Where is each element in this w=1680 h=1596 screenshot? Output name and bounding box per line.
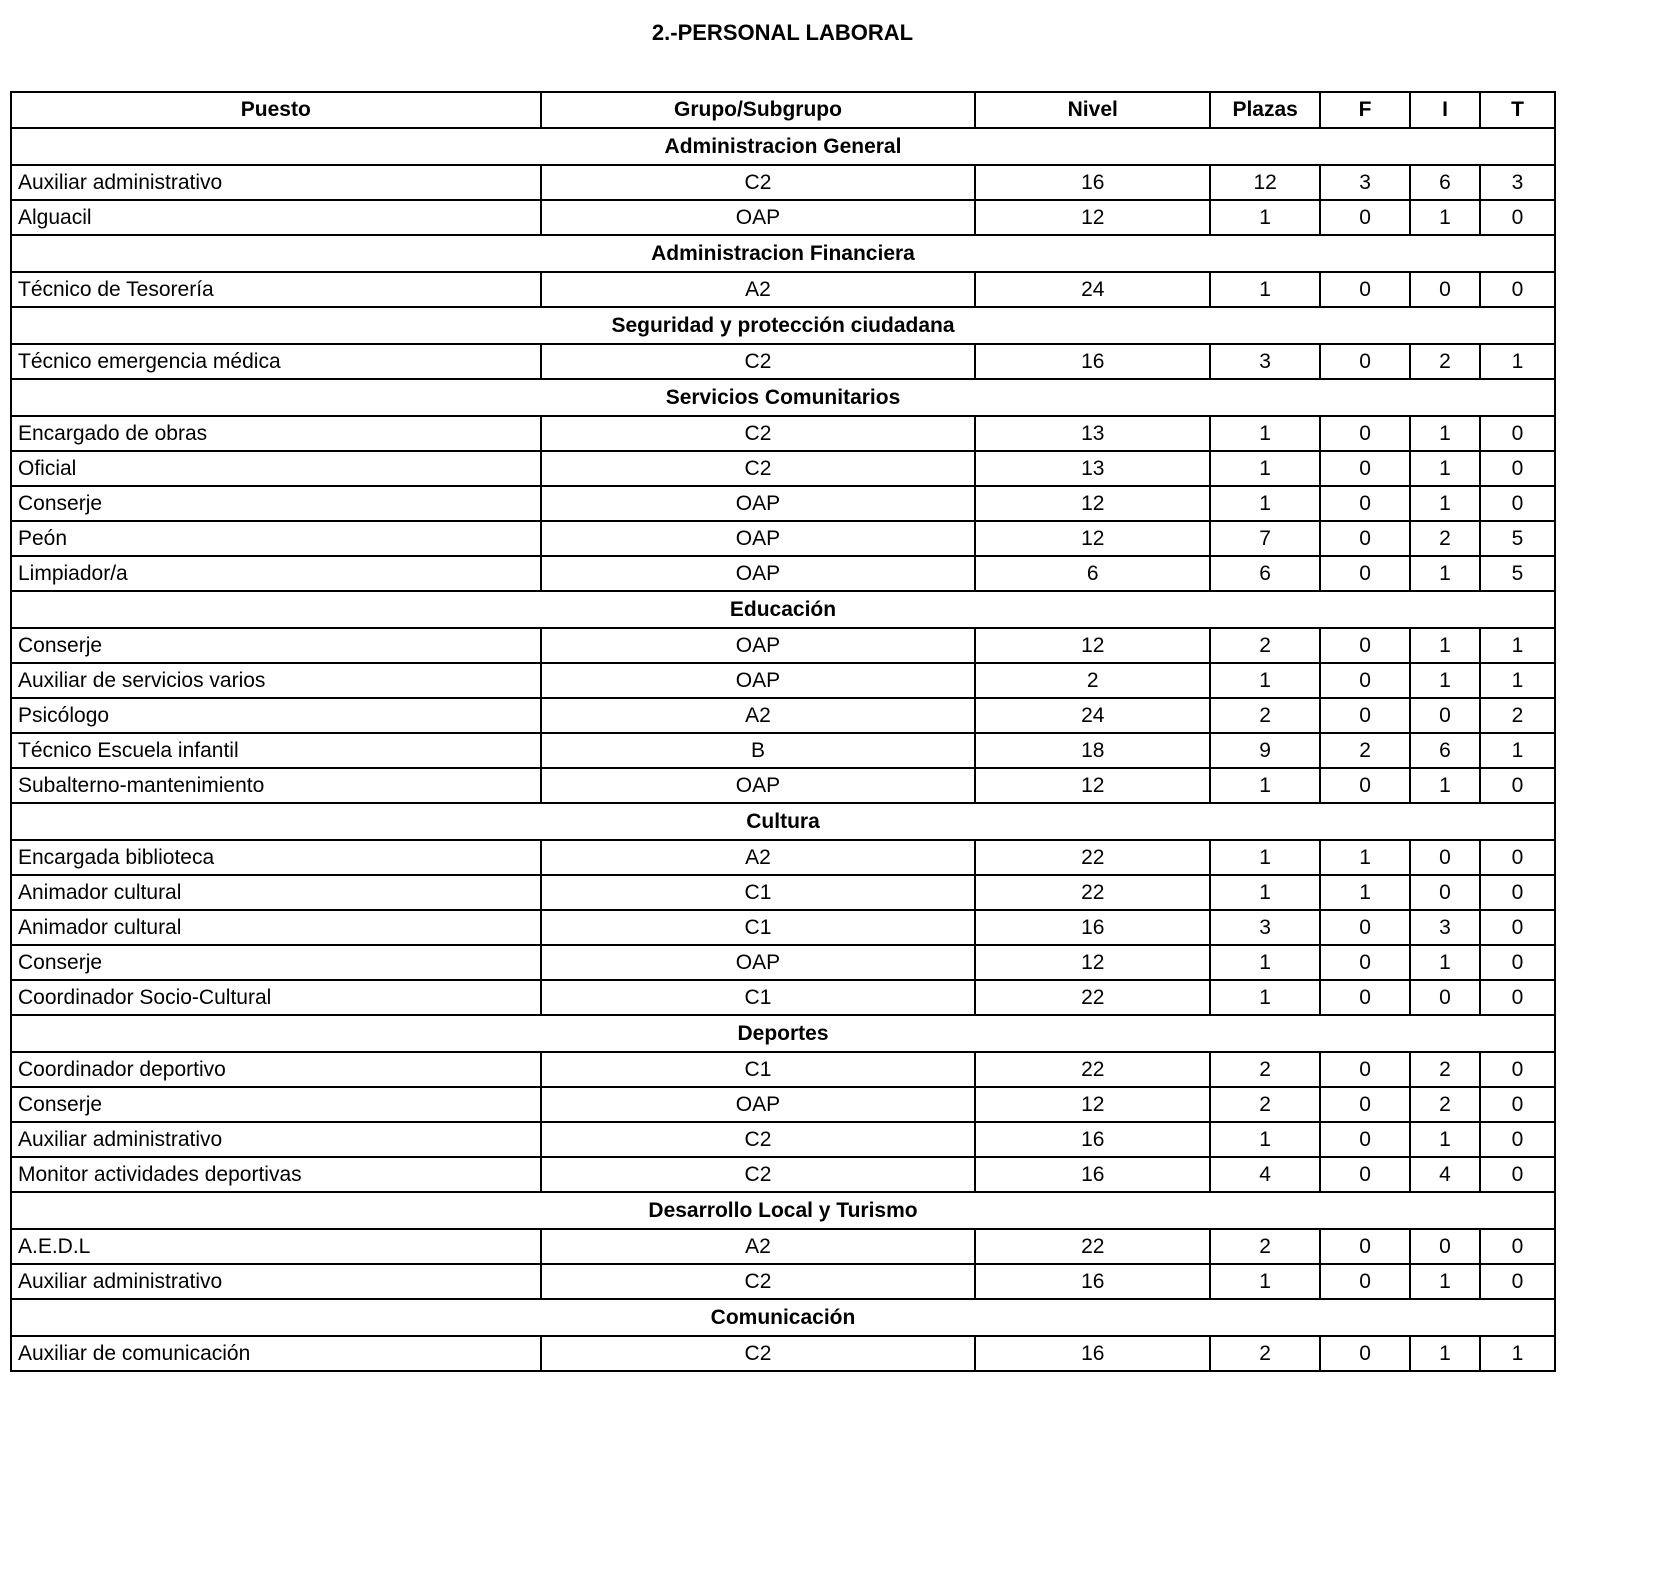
- section-title: Desarrollo Local y Turismo: [11, 1192, 1555, 1229]
- table-row: [11, 521, 1555, 556]
- table-header-row: [11, 92, 1555, 128]
- cell-puesto: Coordinador Socio-Cultural: [11, 980, 541, 1015]
- page-title: 2.-PERSONAL LABORAL: [651, 20, 914, 45]
- column-header-f: F: [1320, 92, 1410, 128]
- cell-grupo: OAP: [541, 556, 976, 591]
- cell-t: 3: [1480, 165, 1555, 200]
- cell-f: 0: [1320, 200, 1410, 235]
- cell-f: 0: [1320, 698, 1410, 733]
- cell-nivel: 16: [975, 1122, 1210, 1157]
- cell-t: 1: [1480, 663, 1555, 698]
- cell-i: 2: [1410, 521, 1480, 556]
- cell-grupo: OAP: [541, 200, 976, 235]
- cell-i: 6: [1410, 733, 1480, 768]
- cell-grupo: OAP: [541, 768, 976, 803]
- cell-t: 0: [1480, 1157, 1555, 1192]
- cell-nivel: 12: [975, 768, 1210, 803]
- cell-plazas: 1: [1210, 768, 1320, 803]
- section-row: [11, 1192, 1555, 1229]
- cell-grupo: C1: [541, 910, 976, 945]
- section-row: [11, 235, 1555, 272]
- cell-f: 0: [1320, 1052, 1410, 1087]
- cell-f: 0: [1320, 980, 1410, 1015]
- cell-i: 0: [1410, 980, 1480, 1015]
- cell-plazas: 2: [1210, 1229, 1320, 1264]
- table-row: [11, 165, 1555, 200]
- cell-plazas: 2: [1210, 628, 1320, 663]
- cell-plazas: 3: [1210, 910, 1320, 945]
- cell-t: 0: [1480, 1229, 1555, 1264]
- cell-puesto: Psicólogo: [11, 698, 541, 733]
- cell-i: 2: [1410, 1052, 1480, 1087]
- cell-i: 1: [1410, 1264, 1480, 1299]
- cell-grupo: OAP: [541, 1087, 976, 1122]
- cell-plazas: 1: [1210, 272, 1320, 307]
- cell-f: 0: [1320, 768, 1410, 803]
- cell-grupo: C2: [541, 344, 976, 379]
- cell-plazas: 1: [1210, 663, 1320, 698]
- cell-plazas: 2: [1210, 1087, 1320, 1122]
- cell-puesto: Encargado de obras: [11, 416, 541, 451]
- cell-plazas: 1: [1210, 875, 1320, 910]
- cell-f: 0: [1320, 1336, 1410, 1371]
- column-header-i: I: [1410, 92, 1480, 128]
- cell-i: 1: [1410, 556, 1480, 591]
- cell-t: 0: [1480, 1052, 1555, 1087]
- cell-plazas: 1: [1210, 945, 1320, 980]
- cell-t: 0: [1480, 272, 1555, 307]
- cell-f: 0: [1320, 1229, 1410, 1264]
- section-row: [11, 591, 1555, 628]
- cell-grupo: C2: [541, 165, 976, 200]
- column-header-grupo: Grupo/Subgrupo: [541, 92, 976, 128]
- cell-grupo: A2: [541, 840, 976, 875]
- cell-i: 0: [1410, 698, 1480, 733]
- table-row: [11, 1157, 1555, 1192]
- cell-plazas: 9: [1210, 733, 1320, 768]
- table-row: [11, 945, 1555, 980]
- table-row: [11, 980, 1555, 1015]
- cell-t: 0: [1480, 1264, 1555, 1299]
- cell-t: 1: [1480, 628, 1555, 663]
- table-row: [11, 1229, 1555, 1264]
- cell-f: 0: [1320, 1157, 1410, 1192]
- cell-i: 2: [1410, 344, 1480, 379]
- cell-nivel: 22: [975, 840, 1210, 875]
- cell-puesto: Auxiliar administrativo: [11, 1264, 541, 1299]
- cell-grupo: A2: [541, 272, 976, 307]
- section-row: [11, 379, 1555, 416]
- cell-puesto: Técnico emergencia médica: [11, 344, 541, 379]
- cell-grupo: OAP: [541, 521, 976, 556]
- cell-nivel: 12: [975, 200, 1210, 235]
- column-header-plazas: Plazas: [1210, 92, 1320, 128]
- cell-nivel: 2: [975, 663, 1210, 698]
- table-row: [11, 875, 1555, 910]
- cell-grupo: C2: [541, 1122, 976, 1157]
- cell-t: 1: [1480, 344, 1555, 379]
- cell-nivel: 24: [975, 698, 1210, 733]
- section-title: Administracion Financiera: [11, 235, 1555, 272]
- column-header-nivel: Nivel: [975, 92, 1210, 128]
- cell-t: 0: [1480, 486, 1555, 521]
- cell-puesto: Conserje: [11, 628, 541, 663]
- section-row: [11, 803, 1555, 840]
- cell-puesto: Subalterno-mantenimiento: [11, 768, 541, 803]
- section-title: Deportes: [11, 1015, 1555, 1052]
- cell-plazas: 1: [1210, 486, 1320, 521]
- cell-grupo: C2: [541, 451, 976, 486]
- cell-puesto: Auxiliar de comunicación: [11, 1336, 541, 1371]
- cell-grupo: C1: [541, 875, 976, 910]
- cell-i: 0: [1410, 875, 1480, 910]
- cell-i: 1: [1410, 486, 1480, 521]
- column-header-t: T: [1480, 92, 1555, 128]
- cell-i: 1: [1410, 1122, 1480, 1157]
- cell-puesto: Peón: [11, 521, 541, 556]
- table-row: [11, 698, 1555, 733]
- table-row: [11, 1052, 1555, 1087]
- table-row: [11, 451, 1555, 486]
- table-row: [11, 840, 1555, 875]
- cell-nivel: 22: [975, 875, 1210, 910]
- cell-t: 0: [1480, 451, 1555, 486]
- cell-plazas: 1: [1210, 200, 1320, 235]
- cell-grupo: A2: [541, 698, 976, 733]
- cell-puesto: Animador cultural: [11, 875, 541, 910]
- cell-nivel: 13: [975, 416, 1210, 451]
- cell-puesto: Técnico de Tesorería: [11, 272, 541, 307]
- cell-puesto: Animador cultural: [11, 910, 541, 945]
- cell-f: 3: [1320, 165, 1410, 200]
- cell-i: 3: [1410, 910, 1480, 945]
- cell-puesto: Encargada biblioteca: [11, 840, 541, 875]
- cell-puesto: Conserje: [11, 486, 541, 521]
- cell-t: 0: [1480, 980, 1555, 1015]
- cell-plazas: 1: [1210, 840, 1320, 875]
- cell-t: 2: [1480, 698, 1555, 733]
- cell-nivel: 16: [975, 1264, 1210, 1299]
- cell-plazas: 1: [1210, 451, 1320, 486]
- table-row: [11, 272, 1555, 307]
- table-row: [11, 344, 1555, 379]
- table-row: [11, 1122, 1555, 1157]
- column-header-puesto: Puesto: [11, 92, 541, 128]
- cell-puesto: Auxiliar de servicios varios: [11, 663, 541, 698]
- table-row: [11, 663, 1555, 698]
- section-title: Servicios Comunitarios: [11, 379, 1555, 416]
- cell-i: 2: [1410, 1087, 1480, 1122]
- cell-f: 0: [1320, 663, 1410, 698]
- section-title: Comunicación: [11, 1299, 1555, 1336]
- cell-f: 1: [1320, 840, 1410, 875]
- cell-nivel: 12: [975, 486, 1210, 521]
- cell-i: 1: [1410, 663, 1480, 698]
- cell-grupo: C1: [541, 980, 976, 1015]
- personal-laboral-table: [10, 91, 1556, 1372]
- cell-puesto: Limpiador/a: [11, 556, 541, 591]
- cell-grupo: B: [541, 733, 976, 768]
- section-title: Administracion General: [11, 128, 1555, 165]
- cell-plazas: 1: [1210, 980, 1320, 1015]
- cell-t: 1: [1480, 733, 1555, 768]
- cell-t: 0: [1480, 1087, 1555, 1122]
- cell-grupo: OAP: [541, 486, 976, 521]
- table-row: [11, 556, 1555, 591]
- cell-t: 0: [1480, 768, 1555, 803]
- cell-nivel: 22: [975, 1229, 1210, 1264]
- cell-i: 1: [1410, 416, 1480, 451]
- cell-grupo: C2: [541, 1264, 976, 1299]
- cell-i: 0: [1410, 272, 1480, 307]
- cell-i: 1: [1410, 768, 1480, 803]
- cell-puesto: Auxiliar administrativo: [11, 165, 541, 200]
- cell-f: 0: [1320, 1087, 1410, 1122]
- cell-nivel: 22: [975, 980, 1210, 1015]
- cell-puesto: Alguacil: [11, 200, 541, 235]
- cell-plazas: 1: [1210, 1264, 1320, 1299]
- cell-grupo: C2: [541, 416, 976, 451]
- cell-plazas: 6: [1210, 556, 1320, 591]
- cell-nivel: 16: [975, 165, 1210, 200]
- cell-t: 0: [1480, 416, 1555, 451]
- section-row: [11, 1015, 1555, 1052]
- cell-f: 0: [1320, 556, 1410, 591]
- cell-i: 1: [1410, 451, 1480, 486]
- cell-puesto: Auxiliar administrativo: [11, 1122, 541, 1157]
- cell-f: 0: [1320, 344, 1410, 379]
- cell-plazas: 12: [1210, 165, 1320, 200]
- cell-grupo: OAP: [541, 663, 976, 698]
- cell-nivel: 13: [975, 451, 1210, 486]
- section-title: Seguridad y protección ciudadana: [11, 307, 1555, 344]
- table-row: [11, 200, 1555, 235]
- table-row: [11, 768, 1555, 803]
- cell-f: 0: [1320, 416, 1410, 451]
- cell-nivel: 18: [975, 733, 1210, 768]
- cell-puesto: Oficial: [11, 451, 541, 486]
- cell-i: 1: [1410, 200, 1480, 235]
- section-row: [11, 1299, 1555, 1336]
- cell-nivel: 6: [975, 556, 1210, 591]
- cell-puesto: Monitor actividades deportivas: [11, 1157, 541, 1192]
- cell-nivel: 16: [975, 910, 1210, 945]
- cell-nivel: 24: [975, 272, 1210, 307]
- cell-plazas: 1: [1210, 416, 1320, 451]
- cell-i: 0: [1410, 840, 1480, 875]
- cell-i: 1: [1410, 1336, 1480, 1371]
- section-title: Educación: [11, 591, 1555, 628]
- cell-plazas: 3: [1210, 344, 1320, 379]
- cell-i: 0: [1410, 1229, 1480, 1264]
- table-row: [11, 910, 1555, 945]
- cell-i: 1: [1410, 628, 1480, 663]
- cell-grupo: A2: [541, 1229, 976, 1264]
- cell-plazas: 4: [1210, 1157, 1320, 1192]
- cell-f: 0: [1320, 945, 1410, 980]
- cell-grupo: C2: [541, 1336, 976, 1371]
- cell-f: 0: [1320, 451, 1410, 486]
- section-row: [11, 307, 1555, 344]
- cell-f: 0: [1320, 910, 1410, 945]
- cell-t: 0: [1480, 875, 1555, 910]
- table-row: [11, 486, 1555, 521]
- cell-f: 2: [1320, 733, 1410, 768]
- cell-grupo: C2: [541, 1157, 976, 1192]
- cell-nivel: 16: [975, 344, 1210, 379]
- cell-f: 0: [1320, 486, 1410, 521]
- cell-nivel: 12: [975, 1087, 1210, 1122]
- table-row: [11, 1336, 1555, 1371]
- cell-f: 0: [1320, 1122, 1410, 1157]
- cell-nivel: 22: [975, 1052, 1210, 1087]
- cell-nivel: 16: [975, 1336, 1210, 1371]
- cell-plazas: 1: [1210, 1122, 1320, 1157]
- cell-t: 0: [1480, 910, 1555, 945]
- cell-nivel: 12: [975, 945, 1210, 980]
- cell-grupo: OAP: [541, 945, 976, 980]
- cell-puesto: Coordinador deportivo: [11, 1052, 541, 1087]
- cell-nivel: 16: [975, 1157, 1210, 1192]
- cell-f: 0: [1320, 628, 1410, 663]
- cell-plazas: 2: [1210, 1336, 1320, 1371]
- cell-f: 0: [1320, 1264, 1410, 1299]
- cell-puesto: Conserje: [11, 945, 541, 980]
- cell-puesto: A.E.D.L: [11, 1229, 541, 1264]
- cell-grupo: OAP: [541, 628, 976, 663]
- cell-plazas: 7: [1210, 521, 1320, 556]
- cell-i: 1: [1410, 945, 1480, 980]
- table-row: [11, 416, 1555, 451]
- cell-t: 0: [1480, 200, 1555, 235]
- cell-f: 1: [1320, 875, 1410, 910]
- cell-t: 1: [1480, 1336, 1555, 1371]
- table-row: [11, 1087, 1555, 1122]
- table-row: [11, 1264, 1555, 1299]
- cell-t: 5: [1480, 556, 1555, 591]
- section-title: Cultura: [11, 803, 1555, 840]
- cell-nivel: 12: [975, 628, 1210, 663]
- cell-t: 0: [1480, 1122, 1555, 1157]
- cell-puesto: Conserje: [11, 1087, 541, 1122]
- cell-puesto: Técnico Escuela infantil: [11, 733, 541, 768]
- cell-t: 0: [1480, 945, 1555, 980]
- cell-i: 4: [1410, 1157, 1480, 1192]
- cell-grupo: C1: [541, 1052, 976, 1087]
- table-row: [11, 628, 1555, 663]
- section-row: [11, 128, 1555, 165]
- cell-plazas: 2: [1210, 1052, 1320, 1087]
- cell-t: 0: [1480, 840, 1555, 875]
- cell-f: 0: [1320, 521, 1410, 556]
- cell-i: 6: [1410, 165, 1480, 200]
- cell-nivel: 12: [975, 521, 1210, 556]
- cell-f: 0: [1320, 272, 1410, 307]
- table-row: [11, 733, 1555, 768]
- cell-t: 5: [1480, 521, 1555, 556]
- cell-plazas: 2: [1210, 698, 1320, 733]
